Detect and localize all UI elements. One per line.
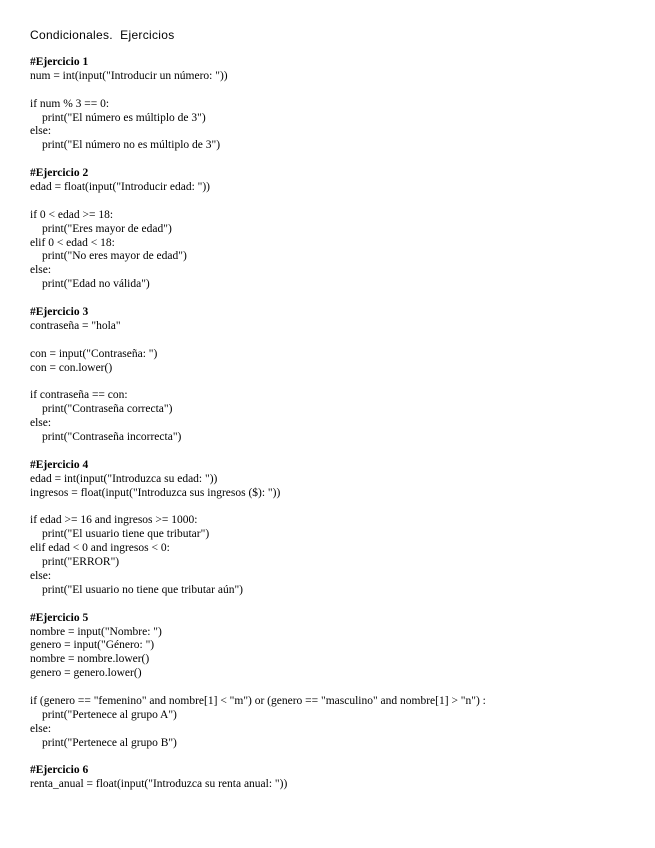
code-line: print("Pertenece al grupo A") (42, 708, 177, 721)
code-line: con = con.lower() (30, 361, 113, 374)
code-line: edad = float(input("Introducir edad: ")) (30, 181, 211, 194)
code-line: genero = genero.lower() (30, 667, 142, 680)
code-line: print("El usuario no tiene que tributar aún") (42, 583, 243, 596)
document-body (30, 56, 645, 806)
code-line: if (genero == "femenino" and nombre[1] < "m") or (genero == "masculino" and nombre[1] > "n") : (30, 694, 486, 707)
document-title: Condicionales. Ejercicios (30, 28, 175, 42)
code-line: if num % 3 == 0: (30, 97, 110, 110)
code-line: print("Contraseña correcta") (42, 403, 173, 416)
blank-line (30, 375, 645, 389)
exercise-section (30, 167, 645, 292)
blank-line (30, 195, 645, 209)
code-line: num = int(input("Introducir un número: ")) (30, 69, 228, 82)
code-line: elif 0 < edad < 18: (30, 236, 115, 249)
code-line: print("El usuario tiene que tributar") (42, 528, 210, 541)
code-line: else: (30, 569, 52, 582)
code-line: print("No eres mayor de edad") (42, 250, 187, 263)
exercise-heading: #Ejercicio 6 (30, 764, 89, 777)
code-line: else: (30, 125, 52, 138)
code-line: con = input("Contraseña: ") (30, 347, 158, 360)
code-line: renta_anual = float(input("Introduzca su renta anual: ")) (30, 778, 288, 791)
blank-line (30, 681, 645, 695)
code-line: print("El número no es múltiplo de 3") (42, 139, 221, 152)
code-line: else: (30, 264, 52, 277)
code-line: if contraseña == con: (30, 389, 128, 402)
code-line: print("El número es múltiplo de 3") (42, 111, 206, 124)
exercise-section (30, 306, 645, 445)
code-line: genero = input("Género: ") (30, 639, 155, 652)
code-line: else: (30, 417, 52, 430)
exercise-heading: #Ejercicio 3 (30, 306, 89, 319)
code-line: else: (30, 722, 52, 735)
code-line: ingresos = float(input("Introduzca sus ingresos ($): ")) (30, 486, 281, 499)
code-line: elif edad < 0 and ingresos < 0: (30, 542, 170, 555)
exercise-heading: #Ejercicio 1 (30, 56, 89, 68)
code-line: contraseña = "hola" (30, 319, 121, 332)
blank-line (30, 334, 645, 348)
code-line: print("ERROR") (42, 556, 120, 569)
blank-line (30, 501, 645, 515)
exercise-heading: #Ejercicio 4 (30, 458, 89, 471)
exercise-heading: #Ejercicio 5 (30, 611, 89, 624)
code-line: edad = int(input("Introduzca su edad: ")) (30, 472, 218, 485)
code-line: print("Edad no válida") (42, 278, 150, 291)
code-line: nombre = input("Nombre: ") (30, 625, 162, 638)
exercise-heading: #Ejercicio 2 (30, 167, 89, 180)
code-line: print("Pertenece al grupo B") (42, 736, 177, 749)
blank-line (30, 84, 645, 98)
exercise-section (30, 612, 645, 751)
code-line: if edad >= 16 and ingresos >= 1000: (30, 514, 198, 527)
code-line: if 0 < edad >= 18: (30, 208, 114, 221)
exercise-section (30, 764, 645, 792)
code-line: print("Eres mayor de edad") (42, 222, 172, 235)
exercise-section (30, 459, 645, 598)
code-line: nombre = nombre.lower() (30, 653, 150, 666)
exercise-section (30, 56, 645, 153)
code-line: print("Contraseña incorrecta") (42, 431, 182, 444)
